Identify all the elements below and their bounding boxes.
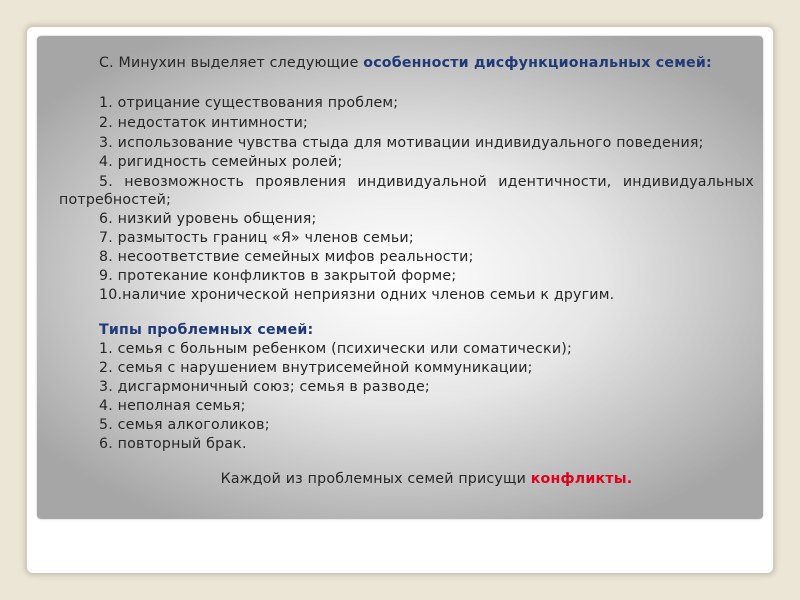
feature-item: 9. протекание конфликтов в закрытой форме; (99, 268, 457, 284)
feature-item: 8. несоответствие семейных мифов реальности; (99, 249, 474, 265)
type-item: 1. семья с больным ребенком (психически или соматически); (99, 341, 572, 357)
feature-item: 6. низкий уровень общения; (99, 211, 317, 227)
feature-item: 5. невозможность проявления индивидуальной идентичности, индивидуальных (99, 174, 754, 190)
intro-text: С. Минухин выделяет следующие (99, 55, 364, 71)
type-item: 3. дисгармоничный союз; семья в разводе; (99, 379, 430, 395)
conclusion-highlight: конфликты. (530, 471, 633, 487)
feature-item: 7. размытость границ «Я» членов семьи; (99, 230, 414, 246)
slide (27, 27, 773, 573)
type-item: 6. повторный брак. (99, 436, 247, 452)
feature-item: 10.наличие хронической неприязни одних членов семьи к другим. (99, 287, 615, 303)
types-heading: Типы проблемных семей: (99, 322, 314, 338)
content-panel (37, 36, 763, 519)
feature-item: 3. использование чувства стыда для мотивации индивидуального поведения; (99, 135, 704, 151)
conclusion-text: Каждой из проблемных семей присущи (220, 471, 531, 487)
conclusion-line (59, 470, 774, 488)
feature-item: 2. недостаток интимности; (99, 115, 309, 131)
type-item: 4. неполная семья; (99, 398, 246, 414)
feature-item-continuation: потребностей; (59, 192, 172, 208)
type-item: 2. семья с нарушением внутрисемейной коммуникации; (99, 360, 533, 376)
feature-item: 4. ригидность семейных ролей; (99, 154, 343, 170)
type-item: 5. семья алкоголиков; (99, 417, 270, 433)
intro-line (59, 54, 712, 72)
intro-highlight: особенности дисфункциональных семей: (363, 55, 712, 71)
feature-item: 1. отрицание существования проблем; (99, 95, 399, 111)
